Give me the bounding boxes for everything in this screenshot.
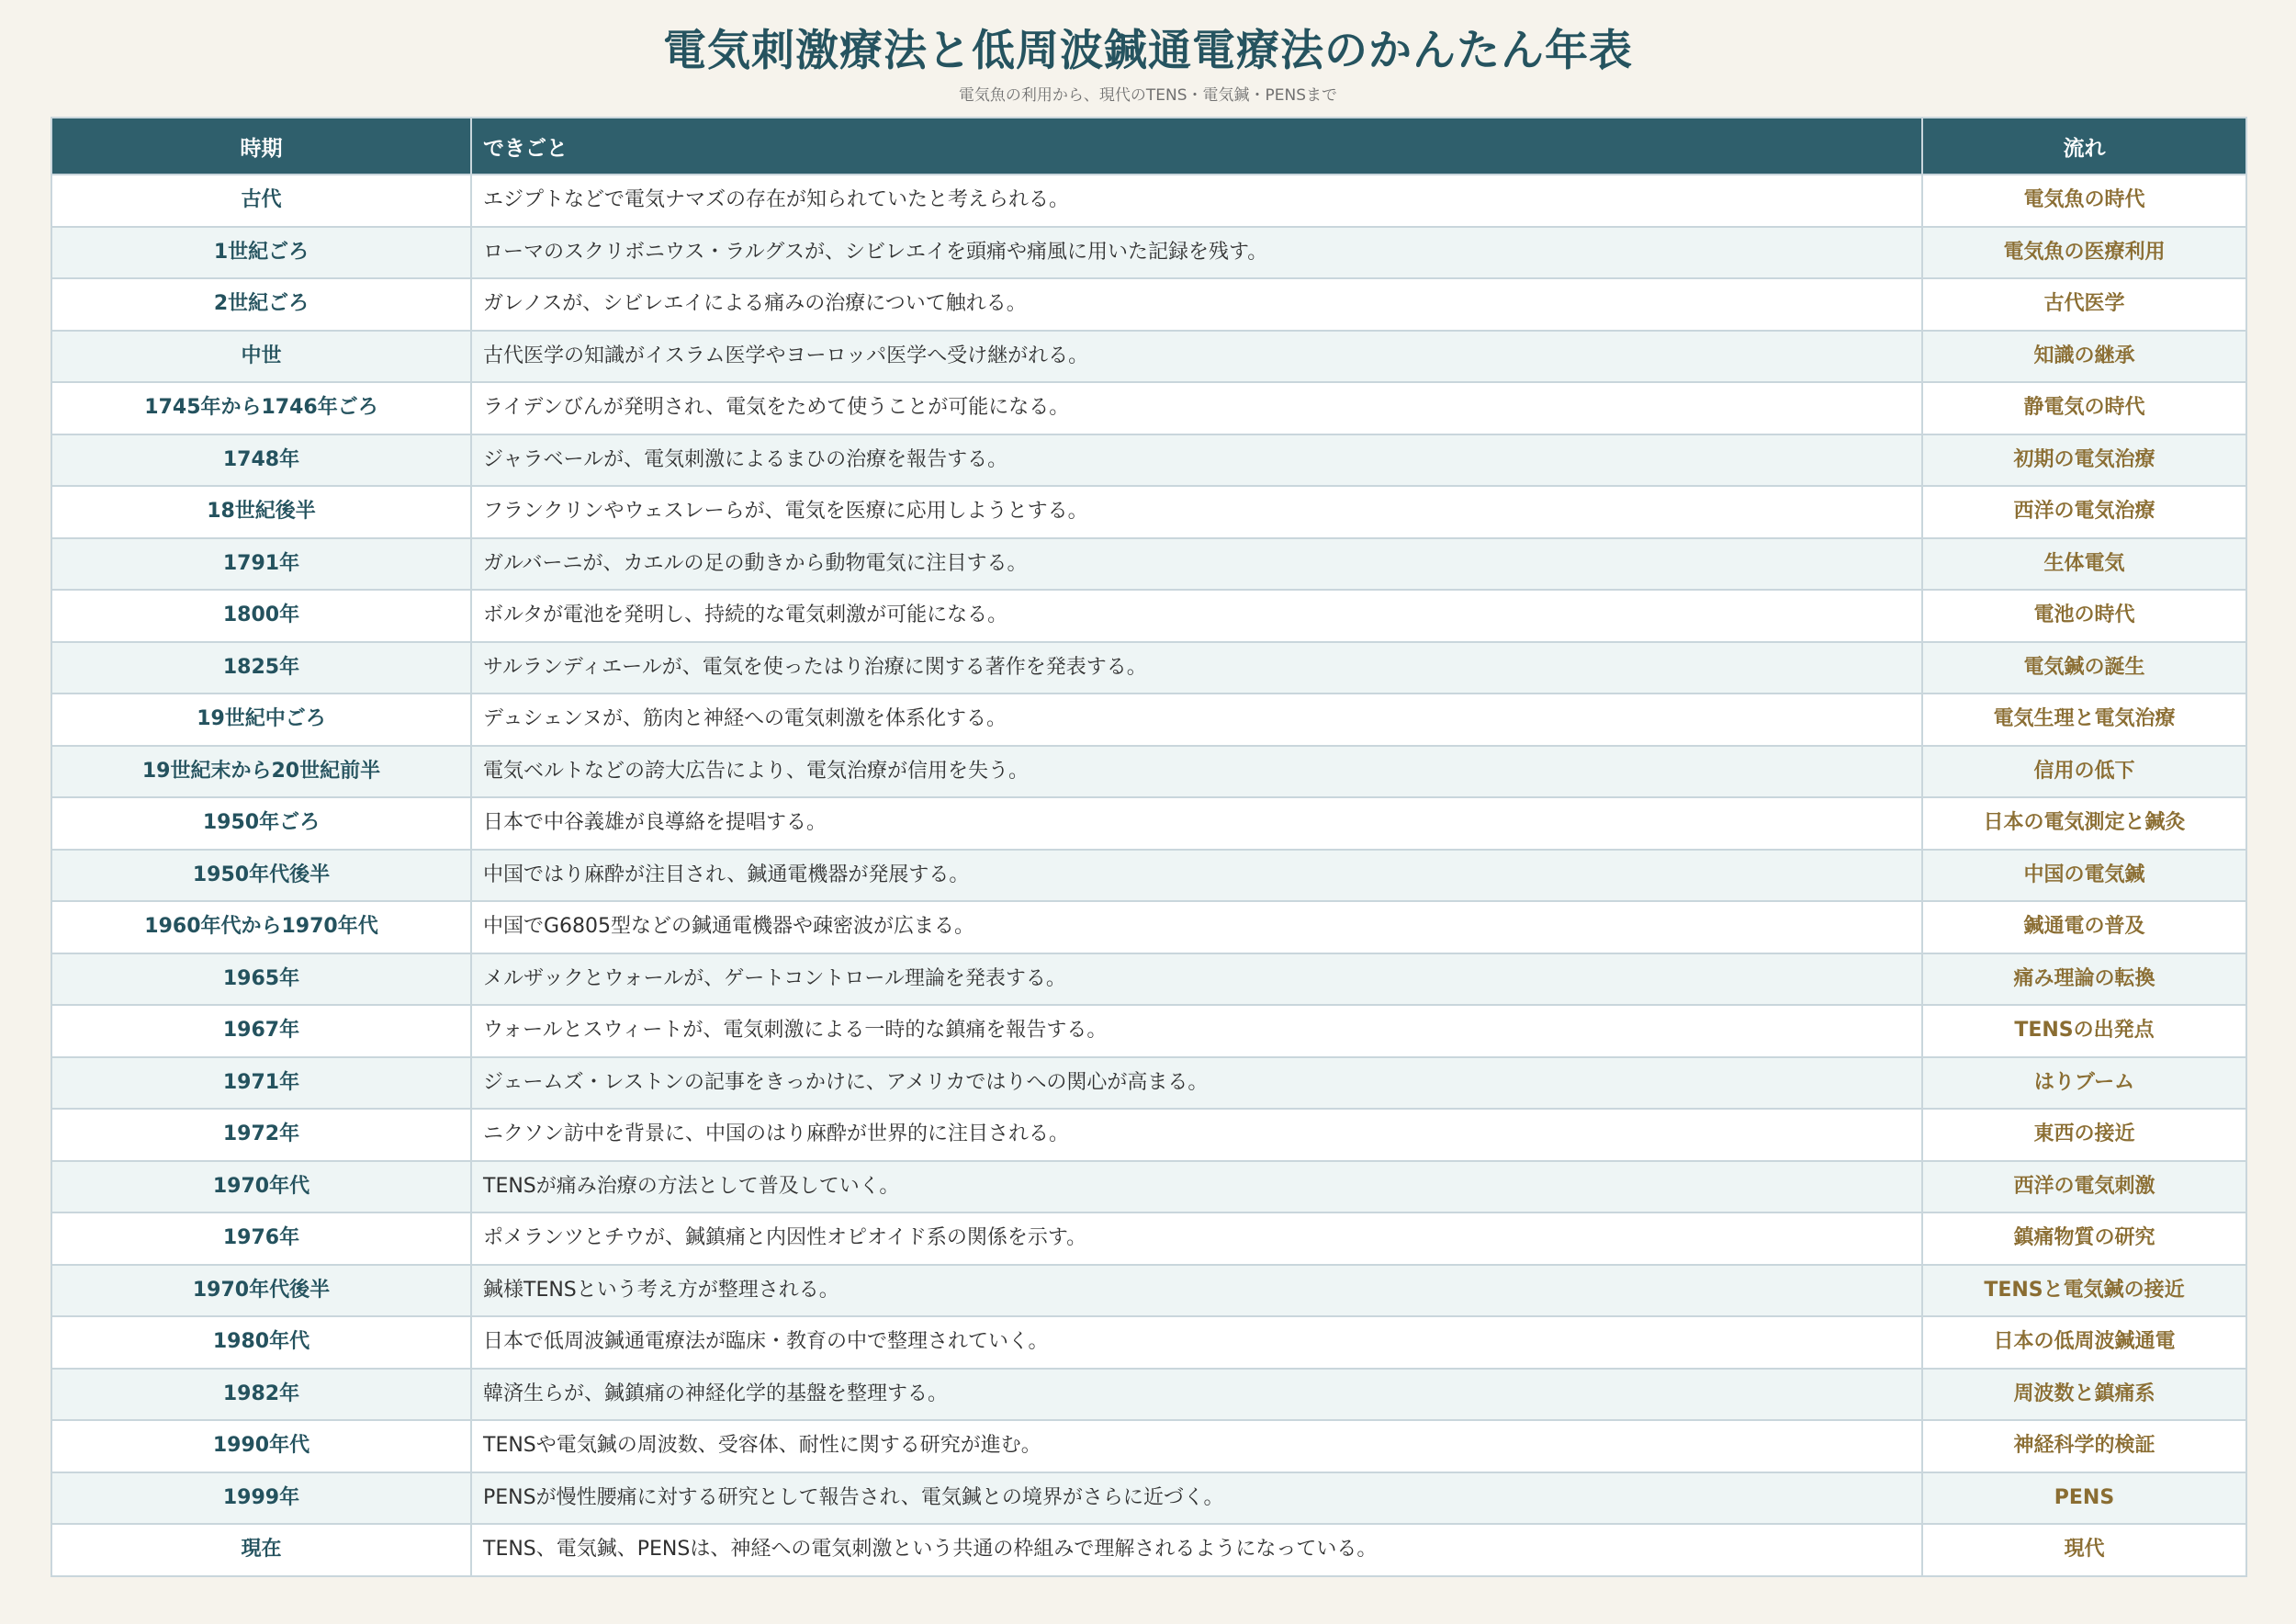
cell-period: 1971年: [51, 1057, 471, 1110]
cell-flow: 現代: [1922, 1524, 2246, 1576]
cell-period: 1950年代後半: [51, 850, 471, 902]
cell-period: 1999年: [51, 1472, 471, 1525]
cell-flow: 古代医学: [1922, 278, 2246, 331]
cell-flow: 電気魚の医療利用: [1922, 227, 2246, 279]
cell-period: 1976年: [51, 1212, 471, 1265]
column-header-period: 時期: [51, 118, 471, 175]
cell-event: ガルバーニが、カエルの足の動きから動物電気に注目する。: [471, 538, 1922, 591]
table-row: [51, 1005, 2246, 1057]
cell-flow: 電気生理と電気治療: [1922, 694, 2246, 746]
cell-period: 1982年: [51, 1369, 471, 1421]
cell-flow: 中国の電気鍼: [1922, 850, 2246, 902]
table-row: [51, 1316, 2246, 1369]
cell-flow: 日本の低周波鍼通電: [1922, 1316, 2246, 1369]
page-subtitle: 電気魚の利用から、現代のTENS・電気鍼・PENSまで: [958, 86, 1338, 105]
cell-flow: 生体電気: [1922, 538, 2246, 591]
table-row: [51, 1161, 2246, 1213]
cell-period: 1745年から1746年ごろ: [51, 382, 471, 434]
cell-flow: はりブーム: [1922, 1057, 2246, 1110]
cell-flow: 西洋の電気治療: [1922, 486, 2246, 538]
table-row: [51, 175, 2246, 227]
cell-flow: 知識の継承: [1922, 331, 2246, 383]
cell-event: ボルタが電池を発明し、持続的な電気刺激が可能になる。: [471, 590, 1922, 642]
cell-period: 1950年ごろ: [51, 797, 471, 850]
cell-flow: 電気鍼の誕生: [1922, 642, 2246, 694]
cell-period: 1825年: [51, 642, 471, 694]
timeline-table: [51, 117, 2247, 1577]
page-title: 電気刺激療法と低周波鍼通電療法のかんたん年表: [663, 26, 1633, 76]
cell-period: 1980年代: [51, 1316, 471, 1369]
table-row: [51, 1524, 2246, 1576]
timeline-body: [51, 175, 2246, 1576]
cell-flow: PENS: [1922, 1472, 2246, 1525]
table-row: [51, 278, 2246, 331]
table-row: [51, 1109, 2246, 1161]
cell-event: 日本で中谷義雄が良導絡を提唱する。: [471, 797, 1922, 850]
table-row: [51, 331, 2246, 383]
column-header-flow: 流れ: [1922, 118, 2246, 175]
cell-flow: 鍼通電の普及: [1922, 901, 2246, 953]
cell-flow: 静電気の時代: [1922, 382, 2246, 434]
cell-period: 19世紀末から20世紀前半: [51, 746, 471, 798]
cell-flow: 西洋の電気刺激: [1922, 1161, 2246, 1213]
cell-event: デュシェンヌが、筋肉と神経への電気刺激を体系化する。: [471, 694, 1922, 746]
cell-event: ジャラベールが、電気刺激によるまひの治療を報告する。: [471, 434, 1922, 487]
cell-event: 鍼様TENSという考え方が整理される。: [471, 1265, 1922, 1317]
cell-event: ニクソン訪中を背景に、中国のはり麻酔が世界的に注目される。: [471, 1109, 1922, 1161]
table-row: [51, 642, 2246, 694]
cell-event: ライデンびんが発明され、電気をためて使うことが可能になる。: [471, 382, 1922, 434]
cell-flow: 日本の電気測定と鍼灸: [1922, 797, 2246, 850]
cell-event: エジプトなどで電気ナマズの存在が知られていたと考えられる。: [471, 175, 1922, 227]
cell-flow: 初期の電気治療: [1922, 434, 2246, 487]
table-row: [51, 1420, 2246, 1472]
cell-period: 現在: [51, 1524, 471, 1576]
cell-period: 1748年: [51, 434, 471, 487]
cell-period: 1970年代後半: [51, 1265, 471, 1317]
cell-event: サルランディエールが、電気を使ったはり治療に関する著作を発表する。: [471, 642, 1922, 694]
table-row: [51, 434, 2246, 487]
cell-flow: 痛み理論の転換: [1922, 953, 2246, 1006]
table-row: [51, 901, 2246, 953]
column-header-event: できごと: [471, 118, 1922, 175]
cell-period: 1960年代から1970年代: [51, 901, 471, 953]
cell-flow: 電気魚の時代: [1922, 175, 2246, 227]
cell-event: 中国ではり麻酔が注目され、鍼通電機器が発展する。: [471, 850, 1922, 902]
table-row: [51, 1472, 2246, 1525]
cell-flow: 鎮痛物質の研究: [1922, 1212, 2246, 1265]
cell-flow: 信用の低下: [1922, 746, 2246, 798]
table-row: [51, 953, 2246, 1006]
cell-event: ジェームズ・レストンの記事をきっかけに、アメリカではりへの関心が高まる。: [471, 1057, 1922, 1110]
cell-event: ガレノスが、シビレエイによる痛みの治療について触れる。: [471, 278, 1922, 331]
cell-event: ローマのスクリボニウス・ラルグスが、シビレエイを頭痛や痛風に用いた記録を残す。: [471, 227, 1922, 279]
table-row: [51, 1212, 2246, 1265]
cell-event: 中国でG6805型などの鍼通電機器や疎密波が広まる。: [471, 901, 1922, 953]
cell-event: TENSが痛み治療の方法として普及していく。: [471, 1161, 1922, 1213]
cell-period: 1972年: [51, 1109, 471, 1161]
cell-event: 電気ベルトなどの誇大広告により、電気治療が信用を失う。: [471, 746, 1922, 798]
cell-period: 19世紀中ごろ: [51, 694, 471, 746]
cell-event: 日本で低周波鍼通電療法が臨床・教育の中で整理されていく。: [471, 1316, 1922, 1369]
cell-event: 韓済生らが、鍼鎮痛の神経化学的基盤を整理する。: [471, 1369, 1922, 1421]
table-row: [51, 1369, 2246, 1421]
table-header-row: [51, 118, 2246, 175]
table-row: [51, 797, 2246, 850]
table-row: [51, 590, 2246, 642]
cell-flow: TENSの出発点: [1922, 1005, 2246, 1057]
cell-event: TENSや電気鍼の周波数、受容体、耐性に関する研究が進む。: [471, 1420, 1922, 1472]
cell-period: 1800年: [51, 590, 471, 642]
table-row: [51, 486, 2246, 538]
cell-flow: 東西の接近: [1922, 1109, 2246, 1161]
cell-flow: 周波数と鎮痛系: [1922, 1369, 2246, 1421]
cell-period: 1791年: [51, 538, 471, 591]
table-row: [51, 1265, 2246, 1317]
cell-period: 中世: [51, 331, 471, 383]
cell-event: 古代医学の知識がイスラム医学やヨーロッパ医学へ受け継がれる。: [471, 331, 1922, 383]
cell-event: ポメランツとチウが、鍼鎮痛と内因性オピオイド系の関係を示す。: [471, 1212, 1922, 1265]
table-row: [51, 850, 2246, 902]
table-row: [51, 746, 2246, 798]
table-row: [51, 694, 2246, 746]
cell-period: 1970年代: [51, 1161, 471, 1213]
cell-period: 2世紀ごろ: [51, 278, 471, 331]
cell-period: 古代: [51, 175, 471, 227]
cell-flow: 電池の時代: [1922, 590, 2246, 642]
cell-event: TENS、電気鍼、PENSは、神経への電気刺激という共通の枠組みで理解されるようになっている。: [471, 1524, 1922, 1576]
cell-event: フランクリンやウェスレーらが、電気を医療に応用しようとする。: [471, 486, 1922, 538]
table-row: [51, 382, 2246, 434]
table-row: [51, 227, 2246, 279]
cell-period: 18世紀後半: [51, 486, 471, 538]
cell-period: 1世紀ごろ: [51, 227, 471, 279]
cell-event: PENSが慢性腰痛に対する研究として報告され、電気鍼との境界がさらに近づく。: [471, 1472, 1922, 1525]
cell-event: メルザックとウォールが、ゲートコントロール理論を発表する。: [471, 953, 1922, 1006]
cell-period: 1965年: [51, 953, 471, 1006]
cell-period: 1967年: [51, 1005, 471, 1057]
cell-period: 1990年代: [51, 1420, 471, 1472]
table-row: [51, 1057, 2246, 1110]
table-row: [51, 538, 2246, 591]
cell-flow: 神経科学的検証: [1922, 1420, 2246, 1472]
cell-flow: TENSと電気鍼の接近: [1922, 1265, 2246, 1317]
cell-event: ウォールとスウィートが、電気刺激による一時的な鎮痛を報告する。: [471, 1005, 1922, 1057]
